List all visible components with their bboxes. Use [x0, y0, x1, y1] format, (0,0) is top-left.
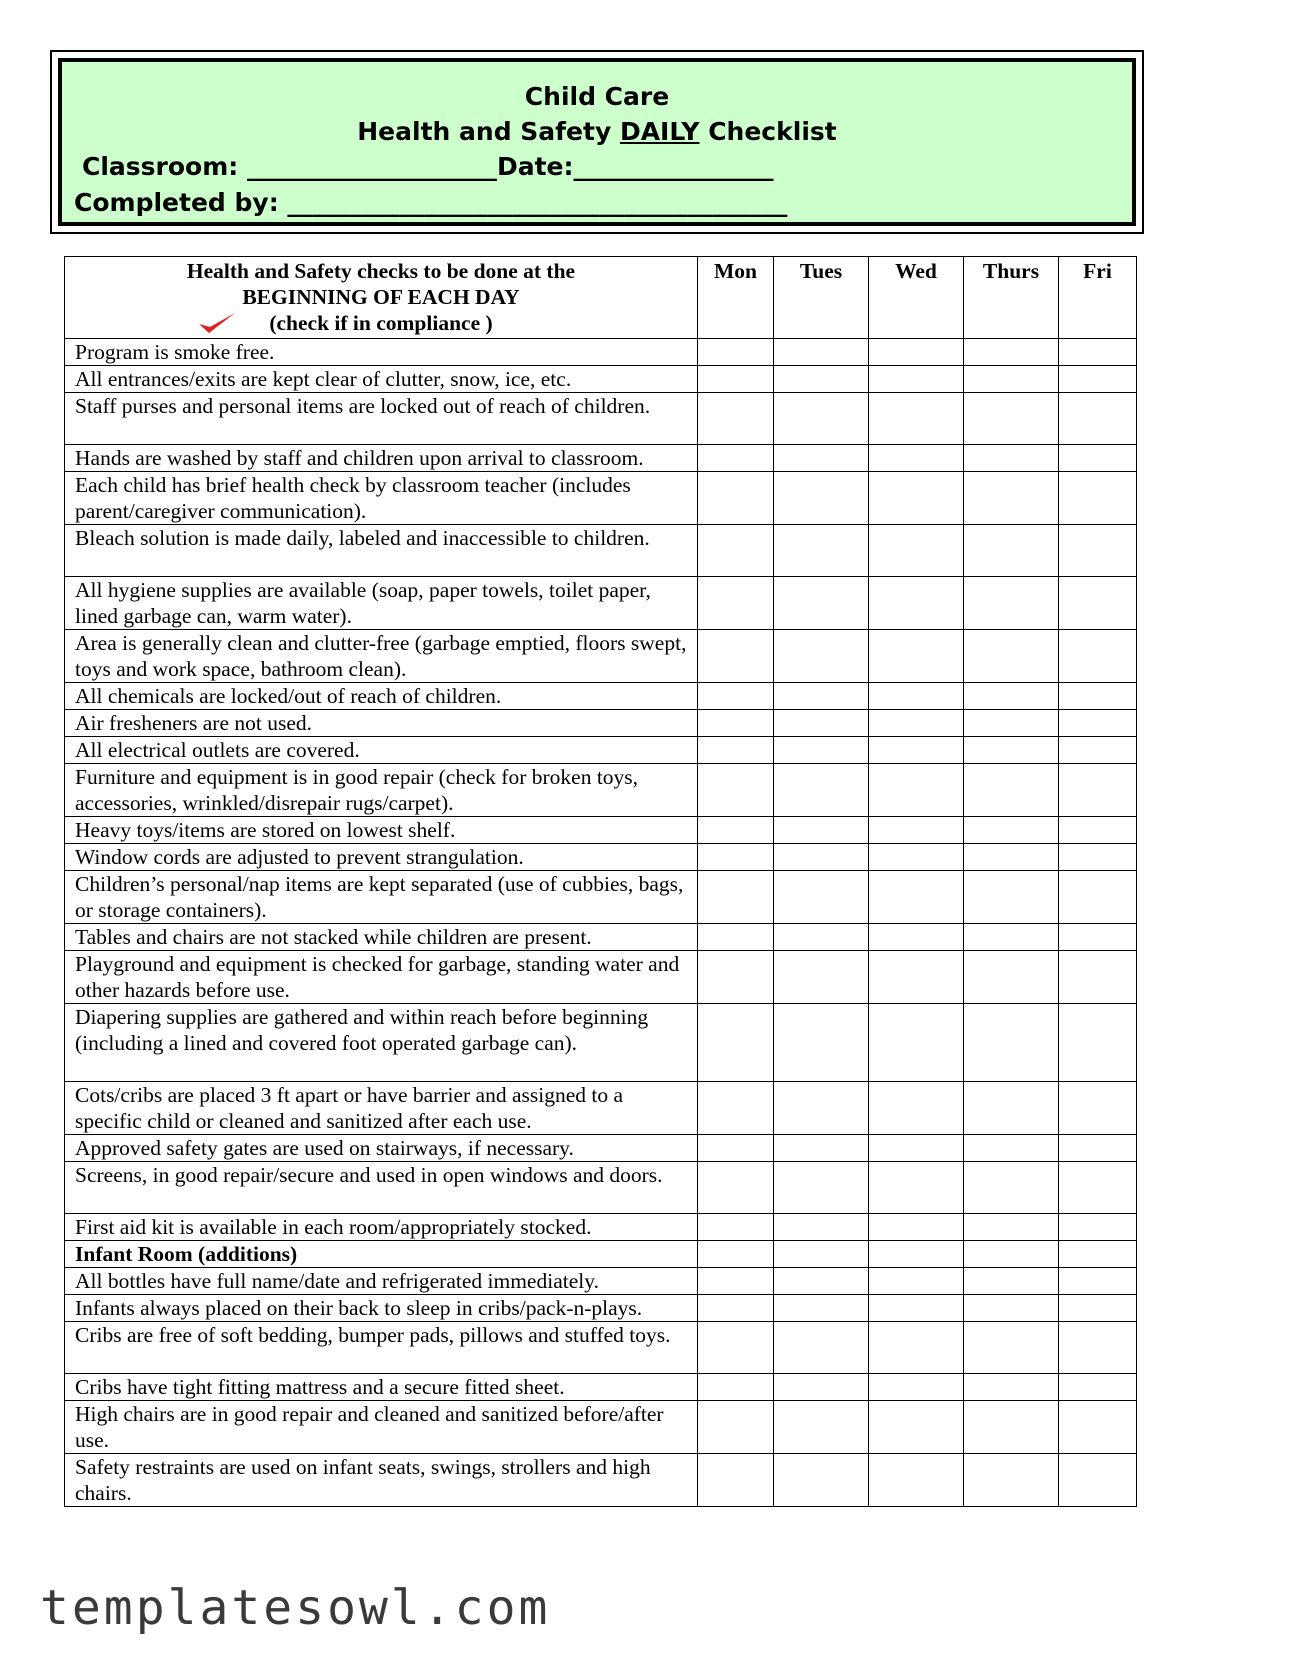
day-header-thurs: Thurs — [964, 257, 1059, 339]
check-cell-mon[interactable] — [698, 683, 774, 710]
task-header-line3: (check if in compliance ) — [269, 311, 493, 335]
check-cell-wed[interactable] — [869, 577, 964, 630]
check-cell-tues[interactable] — [774, 1295, 869, 1322]
table-row — [65, 710, 1137, 737]
table-row — [65, 1401, 1137, 1454]
check-cell-wed[interactable] — [869, 1322, 964, 1374]
check-cell-mon[interactable] — [698, 339, 774, 366]
check-cell-wed[interactable] — [869, 1268, 964, 1295]
check-cell-tues[interactable] — [774, 1322, 869, 1374]
checklist-item-text: All bottles have full name/date and refrigerated immediately. — [65, 1268, 698, 1295]
check-cell-mon[interactable] — [698, 844, 774, 871]
check-cell-tues[interactable] — [774, 445, 869, 472]
table-row — [65, 683, 1137, 710]
check-cell-thurs[interactable] — [964, 445, 1059, 472]
check-cell-wed[interactable] — [869, 1004, 964, 1082]
check-cell-wed[interactable] — [869, 1135, 964, 1162]
title-prefix: Health and Safety — [357, 117, 620, 146]
table-row — [65, 924, 1137, 951]
form-header-panel — [58, 58, 1136, 226]
checklist-item-text: All chemicals are locked/out of reach of children. — [65, 683, 698, 710]
check-cell-fri[interactable] — [1059, 1322, 1137, 1374]
check-cell-fri[interactable] — [1059, 683, 1137, 710]
checklist-item-text: High chairs are in good repair and cleaned and sanitized before/after use. — [65, 1401, 698, 1454]
check-cell-mon[interactable] — [698, 393, 774, 445]
table-row — [65, 1374, 1137, 1401]
check-cell-wed[interactable] — [869, 445, 964, 472]
checkmark-icon — [197, 310, 237, 336]
checklist-item-text: Tables and chairs are not stacked while children are present. — [65, 924, 698, 951]
task-header-line2: BEGINNING OF EACH DAY — [242, 285, 520, 309]
checklist-item-text: Staff purses and personal items are locked out of reach of children. — [65, 393, 698, 445]
check-cell-wed[interactable] — [869, 339, 964, 366]
check-cell-thurs[interactable] — [964, 1214, 1059, 1241]
check-cell-wed[interactable] — [869, 525, 964, 577]
check-cell-tues[interactable] — [774, 1268, 869, 1295]
table-row — [65, 472, 1137, 525]
check-cell-fri[interactable] — [1059, 844, 1137, 871]
check-cell-tues[interactable] — [774, 577, 869, 630]
check-cell-tues[interactable] — [774, 339, 869, 366]
table-row — [65, 951, 1137, 1004]
check-cell-wed[interactable] — [869, 844, 964, 871]
check-cell-thurs[interactable] — [964, 710, 1059, 737]
table-row — [65, 525, 1137, 577]
check-cell-tues[interactable] — [774, 525, 869, 577]
check-cell-fri[interactable] — [1059, 764, 1137, 817]
table-row — [65, 445, 1137, 472]
checklist-item-text: Approved safety gates are used on stairways, if necessary. — [65, 1135, 698, 1162]
check-cell-wed[interactable] — [869, 1162, 964, 1214]
check-cell-wed[interactable] — [869, 1295, 964, 1322]
check-cell-tues[interactable] — [774, 683, 869, 710]
check-cell-mon[interactable] — [698, 525, 774, 577]
check-cell-mon[interactable] — [698, 924, 774, 951]
check-cell-mon[interactable] — [698, 737, 774, 764]
check-cell-wed[interactable] — [869, 817, 964, 844]
form-title-line1: Child Care — [524, 82, 670, 111]
check-cell-wed[interactable] — [869, 1082, 964, 1135]
checklist-item-text: Heavy toys/items are stored on lowest shelf. — [65, 817, 698, 844]
check-cell-fri[interactable] — [1059, 525, 1137, 577]
checklist-item-text: Cribs are free of soft bedding, bumper pads, pillows and stuffed toys. — [65, 1322, 698, 1374]
form-header — [50, 50, 1144, 234]
table-row — [65, 1214, 1137, 1241]
day-header-mon: Mon — [698, 257, 774, 339]
table-row — [65, 1241, 1137, 1268]
check-cell-mon[interactable] — [698, 366, 774, 393]
check-cell-thurs[interactable] — [964, 1135, 1059, 1162]
check-cell-tues[interactable] — [774, 817, 869, 844]
check-cell-tues[interactable] — [774, 1401, 869, 1454]
check-cell-tues[interactable] — [774, 393, 869, 445]
check-cell-tues[interactable] — [774, 1374, 869, 1401]
check-cell-fri[interactable] — [1059, 1295, 1137, 1322]
check-cell-thurs[interactable] — [964, 1082, 1059, 1135]
check-cell-fri[interactable] — [1059, 1162, 1137, 1214]
check-cell-fri[interactable] — [1059, 630, 1137, 683]
check-cell-mon[interactable] — [698, 1214, 774, 1241]
checklist-item-text: Hands are washed by staff and children upon arrival to classroom. — [65, 445, 698, 472]
check-cell-thurs[interactable] — [964, 1295, 1059, 1322]
check-cell-fri[interactable] — [1059, 871, 1137, 924]
check-cell-thurs[interactable] — [964, 951, 1059, 1004]
check-cell-thurs[interactable] — [964, 1268, 1059, 1295]
check-cell-tues[interactable] — [774, 1241, 869, 1268]
check-cell-thurs[interactable] — [964, 393, 1059, 445]
check-cell-mon[interactable] — [698, 1135, 774, 1162]
check-cell-fri[interactable] — [1059, 577, 1137, 630]
checklist-item-text: Each child has brief health check by classroom teacher (includes parent/caregiver communication). — [65, 472, 698, 525]
table-row — [65, 764, 1137, 817]
checklist-item-text: Playground and equipment is checked for garbage, standing water and other hazards before use. — [65, 951, 698, 1004]
day-header-tues: Tues — [774, 257, 869, 339]
check-cell-tues[interactable] — [774, 710, 869, 737]
table-row — [65, 1322, 1137, 1374]
check-cell-thurs[interactable] — [964, 844, 1059, 871]
completed-by-field[interactable]: Completed by: ________________________________________ — [74, 188, 788, 217]
check-cell-tues[interactable] — [774, 630, 869, 683]
table-row — [65, 393, 1137, 445]
checklist-item-text: Window cords are adjusted to prevent strangulation. — [65, 844, 698, 871]
table-row — [65, 1162, 1137, 1214]
check-cell-tues[interactable] — [774, 844, 869, 871]
table-row — [65, 737, 1137, 764]
check-cell-mon[interactable] — [698, 1401, 774, 1454]
check-cell-tues[interactable] — [774, 1082, 869, 1135]
check-cell-wed[interactable] — [869, 737, 964, 764]
title-emphasis-daily: DAILY — [619, 117, 700, 146]
check-cell-tues[interactable] — [774, 1162, 869, 1214]
check-cell-wed[interactable] — [869, 1374, 964, 1401]
checklist-item-text: First aid kit is available in each room/appropriately stocked. — [65, 1214, 698, 1241]
check-cell-fri[interactable] — [1059, 393, 1137, 445]
check-cell-fri[interactable] — [1059, 339, 1137, 366]
checklist-item-text: All entrances/exits are kept clear of clutter, snow, ice, etc. — [65, 366, 698, 393]
check-cell-mon[interactable] — [698, 630, 774, 683]
check-cell-thurs[interactable] — [964, 871, 1059, 924]
check-cell-fri[interactable] — [1059, 366, 1137, 393]
check-cell-wed[interactable] — [869, 951, 964, 1004]
check-cell-fri[interactable] — [1059, 1401, 1137, 1454]
table-row — [65, 1082, 1137, 1135]
check-cell-tues[interactable] — [774, 871, 869, 924]
check-cell-tues[interactable] — [774, 472, 869, 525]
check-cell-wed[interactable] — [869, 393, 964, 445]
check-cell-mon[interactable] — [698, 1082, 774, 1135]
checklist-item-text: Safety restraints are used on infant seats, swings, strollers and high chairs. — [65, 1454, 698, 1507]
check-cell-mon[interactable] — [698, 951, 774, 1004]
check-cell-wed[interactable] — [869, 630, 964, 683]
check-cell-mon[interactable] — [698, 871, 774, 924]
check-cell-mon[interactable] — [698, 817, 774, 844]
check-cell-mon[interactable] — [698, 1295, 774, 1322]
check-cell-thurs[interactable] — [964, 1162, 1059, 1214]
checklist-item-text: Program is smoke free. — [65, 339, 698, 366]
check-cell-tues[interactable] — [774, 737, 869, 764]
check-cell-wed[interactable] — [869, 1214, 964, 1241]
checklist-item-text: Infants always placed on their back to sleep in cribs/pack-n-plays. — [65, 1295, 698, 1322]
table-row — [65, 1268, 1137, 1295]
day-header-wed: Wed — [869, 257, 964, 339]
table-row — [65, 630, 1137, 683]
check-cell-tues[interactable] — [774, 1135, 869, 1162]
check-cell-fri[interactable] — [1059, 1454, 1137, 1507]
check-cell-thurs[interactable] — [964, 1454, 1059, 1507]
check-cell-thurs[interactable] — [964, 1004, 1059, 1082]
checklist-item-text: Area is generally clean and clutter-free (garbage emptied, floors swept, toys and work space, bathroom clean). — [65, 630, 698, 683]
checklist-table — [64, 256, 1137, 1507]
check-cell-fri[interactable] — [1059, 472, 1137, 525]
check-cell-thurs[interactable] — [964, 1374, 1059, 1401]
check-cell-fri[interactable] — [1059, 710, 1137, 737]
table-row — [65, 1135, 1137, 1162]
checklist-item-text: Air fresheners are not used. — [65, 710, 698, 737]
table-row — [65, 577, 1137, 630]
check-cell-thurs[interactable] — [964, 630, 1059, 683]
table-row — [65, 366, 1137, 393]
check-cell-fri[interactable] — [1059, 1082, 1137, 1135]
check-cell-wed[interactable] — [869, 710, 964, 737]
check-cell-mon[interactable] — [698, 577, 774, 630]
check-cell-mon[interactable] — [698, 1322, 774, 1374]
check-cell-tues[interactable] — [774, 764, 869, 817]
check-cell-fri[interactable] — [1059, 1004, 1137, 1082]
check-cell-mon[interactable] — [698, 1374, 774, 1401]
table-row — [65, 339, 1137, 366]
check-cell-fri[interactable] — [1059, 1374, 1137, 1401]
check-cell-wed[interactable] — [869, 1401, 964, 1454]
check-cell-tues[interactable] — [774, 924, 869, 951]
check-cell-wed[interactable] — [869, 764, 964, 817]
check-cell-thurs[interactable] — [964, 924, 1059, 951]
check-cell-mon[interactable] — [698, 710, 774, 737]
check-cell-wed[interactable] — [869, 366, 964, 393]
check-cell-fri[interactable] — [1059, 1268, 1137, 1295]
title-suffix: Checklist — [699, 117, 837, 146]
day-header-fri: Fri — [1059, 257, 1137, 339]
check-cell-fri[interactable] — [1059, 1135, 1137, 1162]
check-cell-mon[interactable] — [698, 1454, 774, 1507]
check-cell-thurs[interactable] — [964, 577, 1059, 630]
check-cell-tues[interactable] — [774, 1214, 869, 1241]
check-cell-wed[interactable] — [869, 472, 964, 525]
check-cell-mon[interactable] — [698, 1162, 774, 1214]
task-header-line1: Health and Safety checks to be done at the — [186, 259, 576, 283]
check-cell-fri[interactable] — [1059, 817, 1137, 844]
section-heading-infant-room: Infant Room (additions) — [65, 1241, 698, 1268]
check-cell-wed[interactable] — [869, 924, 964, 951]
checklist-item-text: All electrical outlets are covered. — [65, 737, 698, 764]
table-row — [65, 817, 1137, 844]
table-header-row — [65, 257, 1137, 339]
table-row — [65, 1454, 1137, 1507]
checklist-body — [65, 339, 1137, 1507]
check-cell-wed[interactable] — [869, 683, 964, 710]
check-cell-tues[interactable] — [774, 1454, 869, 1507]
check-cell-thurs[interactable] — [964, 366, 1059, 393]
classroom-date-field[interactable]: Classroom: ____________________Date:________________ — [82, 152, 774, 181]
check-cell-tues[interactable] — [774, 951, 869, 1004]
check-cell-mon[interactable] — [698, 472, 774, 525]
form-title-line2 — [62, 117, 1132, 146]
checklist-item-text: All hygiene supplies are available (soap, paper towels, toilet paper, lined garbage can, warm water). — [65, 577, 698, 630]
check-cell-fri[interactable] — [1059, 1241, 1137, 1268]
checklist-item-text: Furniture and equipment is in good repair (check for broken toys, accessories, wrinkled/disrepair rugs/carpet). — [65, 764, 698, 817]
checklist-item-text: Bleach solution is made daily, labeled and inaccessible to children. — [65, 525, 698, 577]
table-row — [65, 871, 1137, 924]
check-cell-mon[interactable] — [698, 764, 774, 817]
check-cell-wed[interactable] — [869, 1454, 964, 1507]
check-cell-wed[interactable] — [869, 1241, 964, 1268]
checklist-item-text: Diapering supplies are gathered and within reach before beginning (including a lined and covered foot operated garbage can). — [65, 1004, 698, 1082]
check-cell-fri[interactable] — [1059, 1214, 1137, 1241]
check-cell-thurs[interactable] — [964, 817, 1059, 844]
table-row — [65, 844, 1137, 871]
task-column-header — [65, 257, 698, 339]
check-cell-thurs[interactable] — [964, 1401, 1059, 1454]
checklist-item-text: Cots/cribs are placed 3 ft apart or have barrier and assigned to a specific child or cleaned and sanitized after each use. — [65, 1082, 698, 1135]
check-cell-fri[interactable] — [1059, 445, 1137, 472]
check-cell-mon[interactable] — [698, 1241, 774, 1268]
check-cell-fri[interactable] — [1059, 924, 1137, 951]
check-cell-mon[interactable] — [698, 1004, 774, 1082]
check-cell-mon[interactable] — [698, 445, 774, 472]
check-cell-fri[interactable] — [1059, 951, 1137, 1004]
check-cell-thurs[interactable] — [964, 525, 1059, 577]
check-cell-thurs[interactable] — [964, 737, 1059, 764]
check-cell-thurs[interactable] — [964, 339, 1059, 366]
checklist-item-text: Screens, in good repair/secure and used in open windows and doors. — [65, 1162, 698, 1214]
table-row — [65, 1295, 1137, 1322]
check-cell-thurs[interactable] — [964, 1241, 1059, 1268]
check-cell-thurs[interactable] — [964, 1322, 1059, 1374]
check-cell-wed[interactable] — [869, 871, 964, 924]
checklist-item-text: Cribs have tight fitting mattress and a secure fitted sheet. — [65, 1374, 698, 1401]
check-cell-mon[interactable] — [698, 1268, 774, 1295]
check-cell-thurs[interactable] — [964, 764, 1059, 817]
check-cell-thurs[interactable] — [964, 472, 1059, 525]
check-cell-tues[interactable] — [774, 366, 869, 393]
checklist-item-text: Children’s personal/nap items are kept separated (use of cubbies, bags, or storage containers). — [65, 871, 698, 924]
check-cell-tues[interactable] — [774, 1004, 869, 1082]
check-cell-thurs[interactable] — [964, 683, 1059, 710]
check-cell-fri[interactable] — [1059, 737, 1137, 764]
table-row — [65, 1004, 1137, 1082]
watermark-text: templatesowl.com — [40, 1580, 551, 1636]
